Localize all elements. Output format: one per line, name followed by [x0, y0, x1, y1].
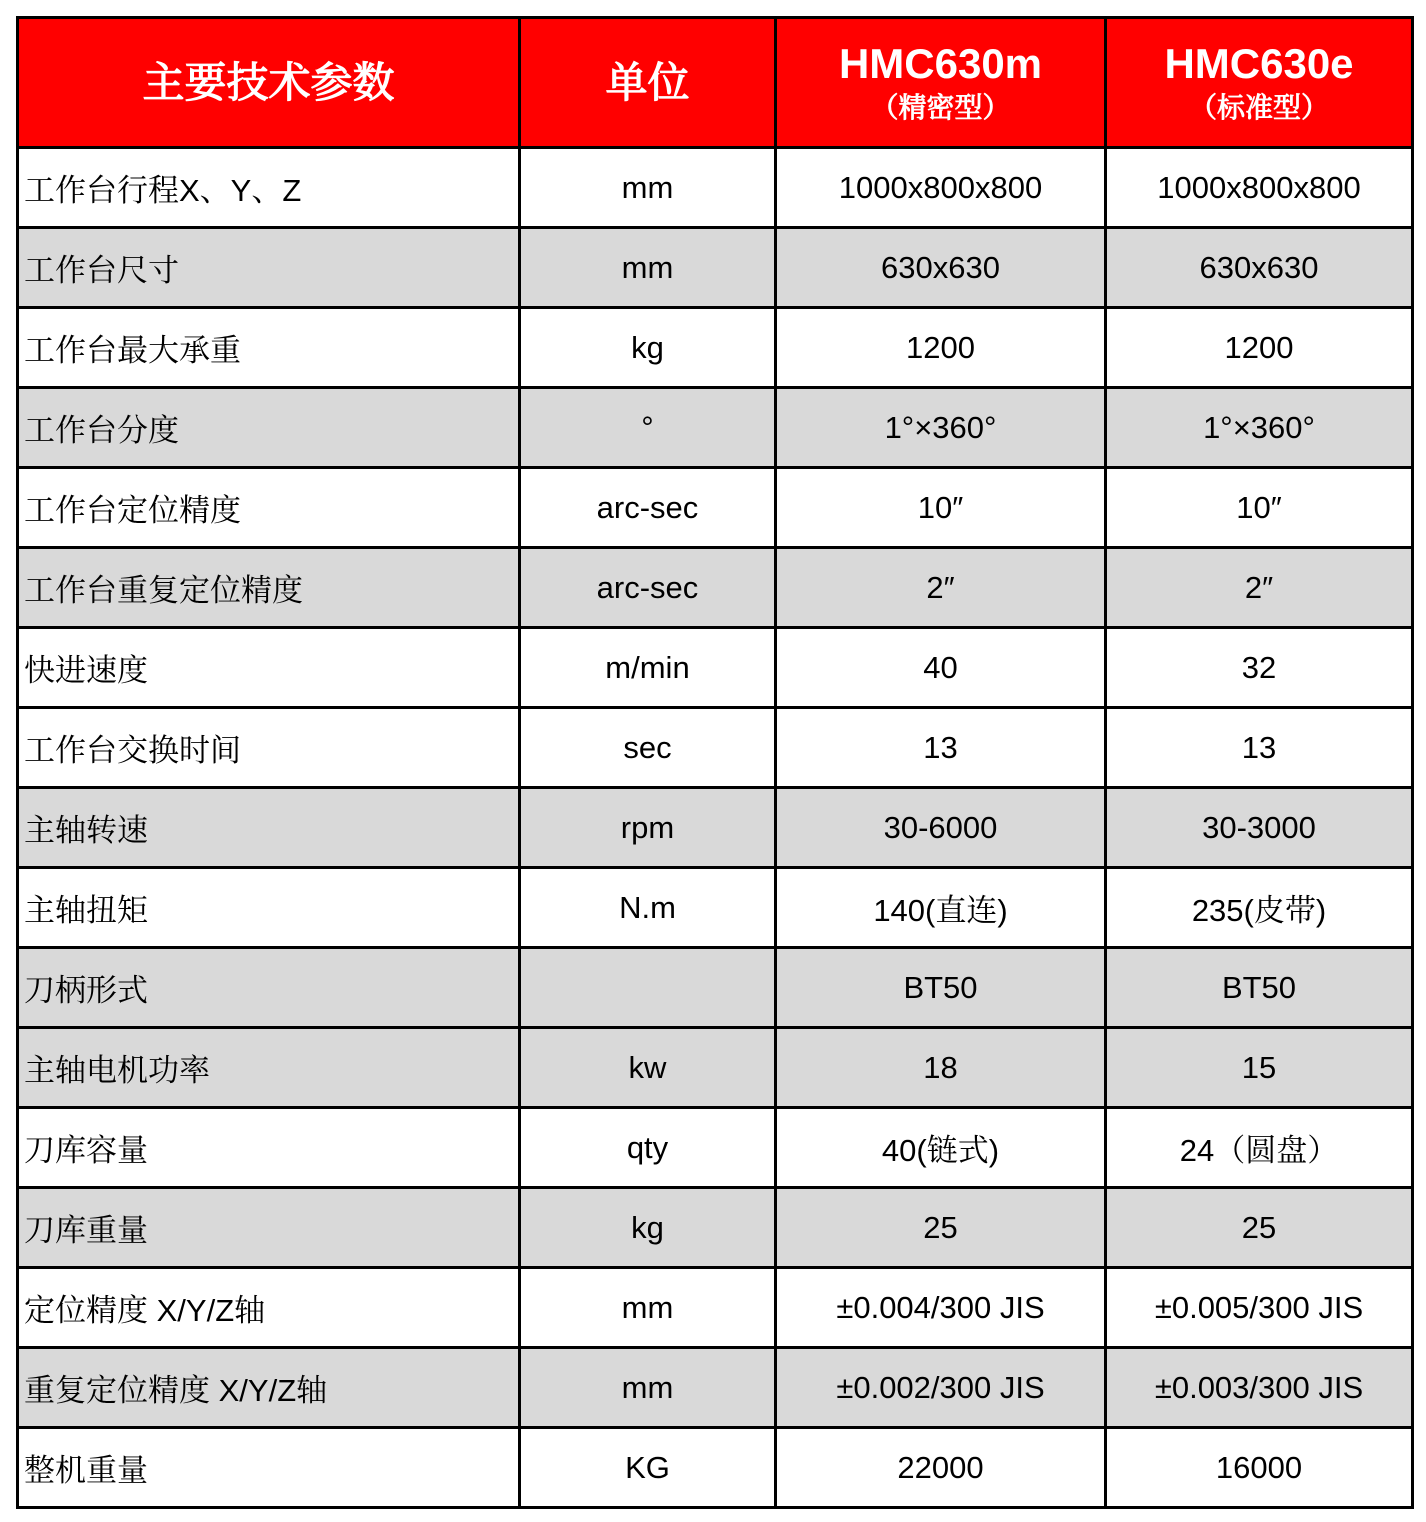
param-cell: 刀库容量 [18, 1108, 520, 1188]
hmc630m-value-cell: 25 [776, 1188, 1106, 1268]
param-cell: 刀库重量 [18, 1188, 520, 1268]
hmc630m-value-cell: BT50 [776, 948, 1106, 1028]
model-e-name: HMC630e [1164, 39, 1354, 87]
hmc630m-value-cell: 30-6000 [776, 788, 1106, 868]
param-cell: 定位精度 X/Y/Z轴 [18, 1268, 520, 1348]
table-row [18, 708, 1413, 788]
header-row [18, 18, 1413, 148]
unit-cell: m/min [520, 628, 776, 708]
param-cell: 主轴转速 [18, 788, 520, 868]
unit-cell [520, 948, 776, 1028]
table-row [18, 948, 1413, 1028]
unit-cell: arc-sec [520, 548, 776, 628]
hmc630e-value-cell: 235(皮带) [1106, 868, 1413, 948]
table-row [18, 868, 1413, 948]
hmc630m-value-cell: 22000 [776, 1428, 1106, 1508]
table-row [18, 1428, 1413, 1508]
hmc630m-value-cell: 13 [776, 708, 1106, 788]
hmc630e-value-cell: 2″ [1106, 548, 1413, 628]
unit-cell: mm [520, 1268, 776, 1348]
header-param [18, 18, 520, 148]
hmc630m-value-cell: 40 [776, 628, 1106, 708]
param-cell: 工作台定位精度 [18, 468, 520, 548]
unit-cell: kg [520, 1188, 776, 1268]
hmc630e-value-cell: 630x630 [1106, 228, 1413, 308]
table-row [18, 468, 1413, 548]
table-row [18, 1188, 1413, 1268]
param-cell: 工作台分度 [18, 388, 520, 468]
hmc630e-value-cell: 1°×360° [1106, 388, 1413, 468]
table-row [18, 148, 1413, 228]
hmc630e-value-cell: 13 [1106, 708, 1413, 788]
hmc630m-value-cell: 2″ [776, 548, 1106, 628]
unit-cell: mm [520, 1348, 776, 1428]
hmc630e-value-cell: BT50 [1106, 948, 1413, 1028]
hmc630e-value-cell: 25 [1106, 1188, 1413, 1268]
hmc630e-value-cell: 1200 [1106, 308, 1413, 388]
hmc630m-value-cell: 18 [776, 1028, 1106, 1108]
param-cell: 整机重量 [18, 1428, 520, 1508]
hmc630m-value-cell: 140(直连) [776, 868, 1106, 948]
model-m-name: HMC630m [838, 39, 1043, 87]
table-body [18, 148, 1413, 1508]
hmc630e-value-cell: 15 [1106, 1028, 1413, 1108]
unit-cell: arc-sec [520, 468, 776, 548]
table-row [18, 628, 1413, 708]
table-row [18, 1268, 1413, 1348]
hmc630e-value-cell: ±0.005/300 JIS [1106, 1268, 1413, 1348]
model-e-type: （标准型） [1188, 91, 1329, 123]
table-row [18, 788, 1413, 868]
hmc630m-value-cell: 1°×360° [776, 388, 1106, 468]
unit-cell: ° [520, 388, 776, 468]
table-row [18, 308, 1413, 388]
unit-cell: kg [520, 308, 776, 388]
hmc630e-value-cell: 30-3000 [1106, 788, 1413, 868]
hmc630e-value-cell: 24（圆盘） [1106, 1108, 1413, 1188]
header-param-label: 主要技术参数 [142, 58, 395, 106]
unit-cell: rpm [520, 788, 776, 868]
param-cell: 刀柄形式 [18, 948, 520, 1028]
param-cell: 工作台最大承重 [18, 308, 520, 388]
hmc630e-value-cell: 10″ [1106, 468, 1413, 548]
hmc630m-value-cell: 10″ [776, 468, 1106, 548]
hmc630m-value-cell: 1000x800x800 [776, 148, 1106, 228]
hmc630m-value-cell: 1200 [776, 308, 1106, 388]
unit-cell: mm [520, 148, 776, 228]
hmc630m-value-cell: 630x630 [776, 228, 1106, 308]
param-cell: 工作台尺寸 [18, 228, 520, 308]
unit-cell: qty [520, 1108, 776, 1188]
unit-cell: kw [520, 1028, 776, 1108]
model-m-type: （精密型） [870, 91, 1011, 123]
table-row [18, 1108, 1413, 1188]
hmc630m-value-cell: ±0.002/300 JIS [776, 1348, 1106, 1428]
table-row [18, 388, 1413, 468]
hmc630e-value-cell: ±0.003/300 JIS [1106, 1348, 1413, 1428]
header-unit [520, 18, 776, 148]
table-row [18, 1028, 1413, 1108]
header-model-e [1106, 18, 1413, 148]
hmc630e-value-cell: 16000 [1106, 1428, 1413, 1508]
hmc630e-value-cell: 1000x800x800 [1106, 148, 1413, 228]
hmc630m-value-cell: 40(链式) [776, 1108, 1106, 1188]
hmc630m-value-cell: ±0.004/300 JIS [776, 1268, 1106, 1348]
param-cell: 重复定位精度 X/Y/Z轴 [18, 1348, 520, 1428]
table-row [18, 548, 1413, 628]
param-cell: 工作台行程X、Y、Z [18, 148, 520, 228]
table-row [18, 228, 1413, 308]
param-cell: 主轴电机功率 [18, 1028, 520, 1108]
param-cell: 工作台交换时间 [18, 708, 520, 788]
table-row [18, 1348, 1413, 1428]
header-unit-label: 单位 [605, 58, 690, 106]
param-cell: 快进速度 [18, 628, 520, 708]
unit-cell: KG [520, 1428, 776, 1508]
unit-cell: N.m [520, 868, 776, 948]
unit-cell: sec [520, 708, 776, 788]
unit-cell: mm [520, 228, 776, 308]
hmc630e-value-cell: 32 [1106, 628, 1413, 708]
param-cell: 主轴扭矩 [18, 868, 520, 948]
header-model-m [776, 18, 1106, 148]
table-header [18, 18, 1413, 148]
param-cell: 工作台重复定位精度 [18, 548, 520, 628]
spec-table [16, 16, 1414, 1509]
